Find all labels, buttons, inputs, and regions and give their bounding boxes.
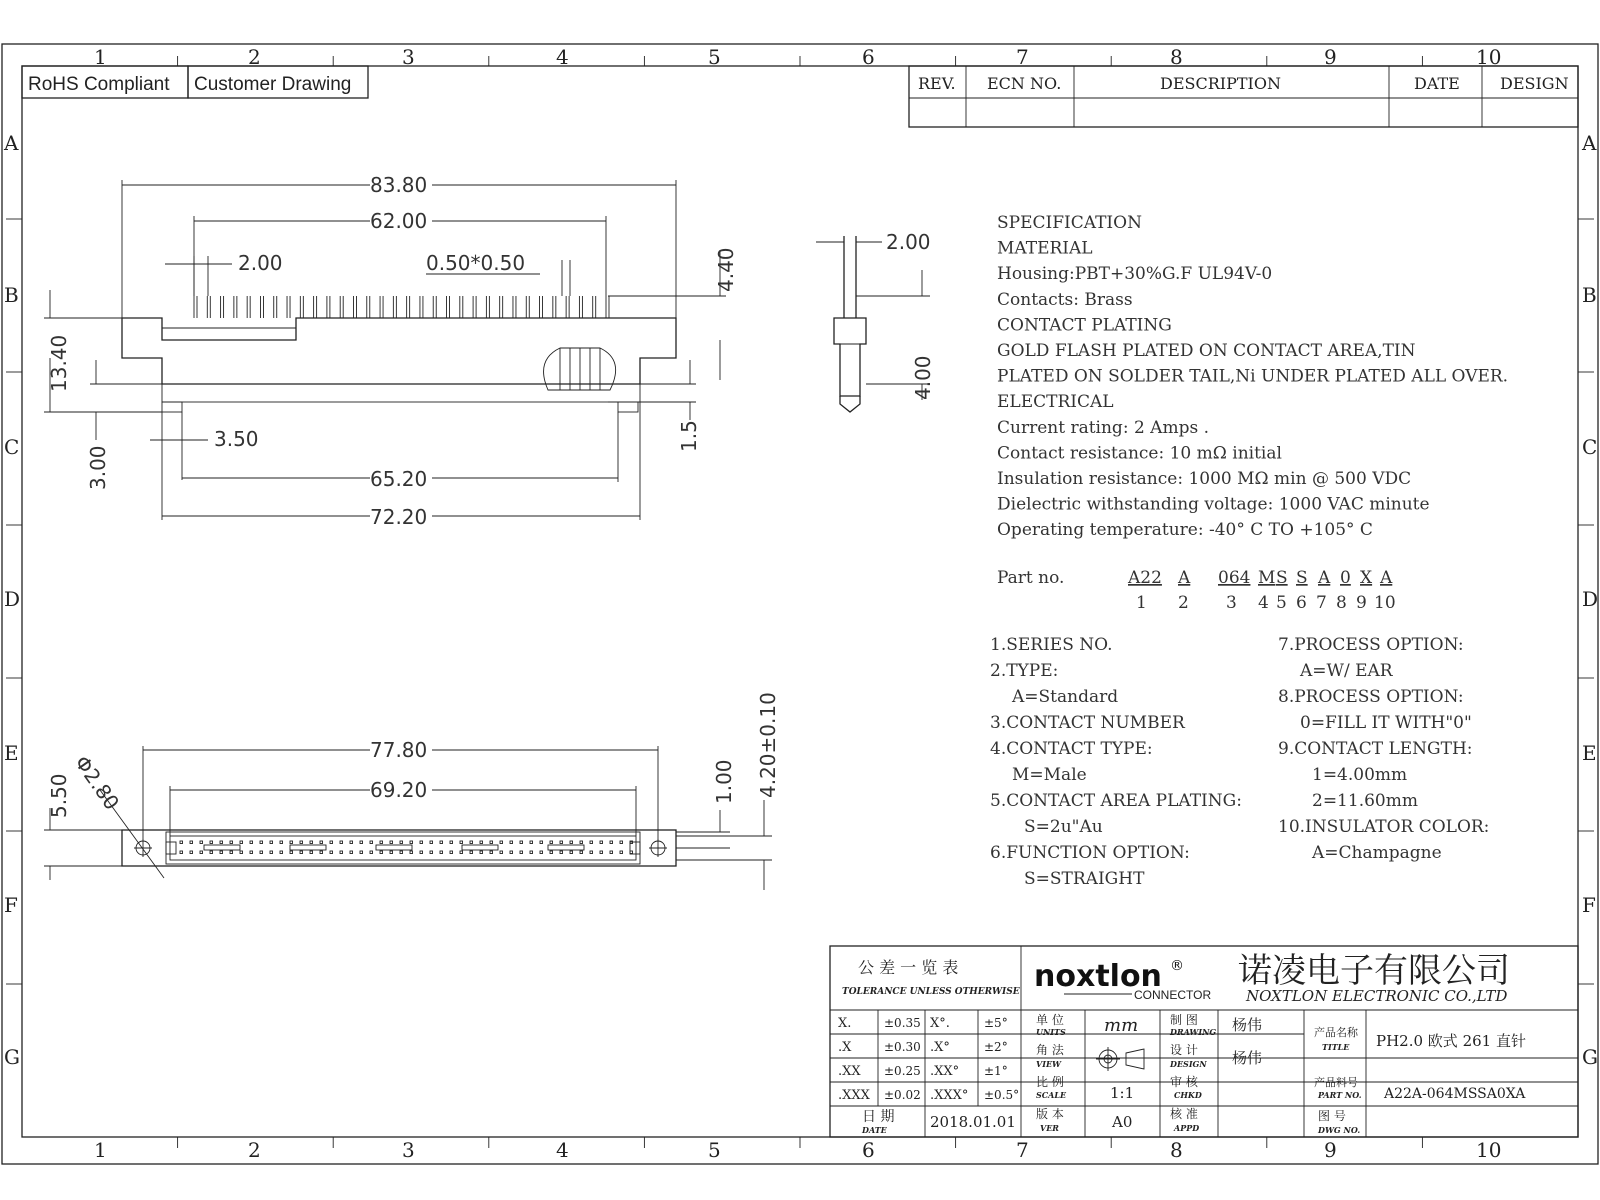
- part-segment: A: [1318, 568, 1331, 588]
- units-value: mm: [1104, 1015, 1139, 1036]
- option-line: 1=4.00mm: [1312, 765, 1408, 785]
- pin-dot: [400, 841, 403, 844]
- pin-dot: [370, 851, 373, 854]
- pin-dot: [430, 851, 433, 854]
- spec-line: Contact resistance: 10 mΩ initial: [997, 443, 1282, 464]
- pin-dot: [200, 841, 203, 844]
- pin-dot: [230, 851, 233, 854]
- pin-dot: [460, 851, 463, 854]
- pin-dot: [570, 841, 573, 844]
- pin-dot: [390, 841, 393, 844]
- design-value: 杨伟: [1232, 1049, 1263, 1067]
- pin-dot: [260, 841, 263, 844]
- part-segment-index: 6: [1296, 593, 1307, 613]
- part-segment-index: 5: [1276, 593, 1287, 613]
- pin-dot: [580, 841, 583, 844]
- pin-dot: [580, 851, 583, 854]
- appd-label-en: APPD: [1174, 1123, 1200, 1133]
- chkd-label-en: CHKD: [1174, 1090, 1202, 1100]
- view-label-en: VIEW: [1036, 1059, 1062, 1069]
- pin-dot: [190, 841, 193, 844]
- option-line: 10.INSULATOR COLOR:: [1278, 817, 1490, 837]
- part-segment-index: 8: [1336, 593, 1347, 613]
- dwgno-label-en: DWG NO.: [1318, 1125, 1361, 1135]
- pin-dot: [360, 851, 363, 854]
- pin-dot: [380, 851, 383, 854]
- dim-pin-size: 0.50*0.50: [426, 251, 526, 275]
- dim-1-00: 1.00: [712, 759, 736, 804]
- grid-rows-left: [3, 131, 22, 1069]
- part-segment-index: 4: [1258, 593, 1269, 613]
- grid-column-label: 10: [1476, 45, 1502, 69]
- pin-dot: [560, 841, 563, 844]
- grid-column-label: 4: [556, 1138, 569, 1162]
- part-segment-index: 2: [1178, 593, 1189, 613]
- grid-row-label: B: [1582, 283, 1597, 307]
- grid-row-label: E: [4, 741, 19, 765]
- grid-row-label: F: [1582, 893, 1596, 917]
- tolerance-cell: .XX°: [930, 1064, 960, 1079]
- pin-dot: [360, 841, 363, 844]
- slot-marker: [290, 845, 326, 850]
- pin-dot: [460, 841, 463, 844]
- pin-dot: [180, 841, 183, 844]
- pin-dot: [190, 851, 193, 854]
- ver-value: A0: [1112, 1113, 1133, 1131]
- pin-dot: [180, 851, 183, 854]
- connector-top-view: [122, 296, 676, 412]
- dim-69-20: 69.20: [370, 778, 428, 802]
- options-right: [1278, 635, 1489, 863]
- grid-column-label: 8: [1170, 1138, 1183, 1162]
- pin-dot: [530, 841, 533, 844]
- pin-dot: [210, 841, 213, 844]
- pin-dot: [300, 841, 303, 844]
- part-segment-index: 10: [1374, 593, 1396, 613]
- pin-dot: [280, 851, 283, 854]
- pin-dot: [560, 851, 563, 854]
- option-line: A=Standard: [1012, 687, 1119, 707]
- pin-dot: [280, 841, 283, 844]
- tolerance-cell: ±5°: [984, 1016, 1008, 1030]
- pin-dot: [240, 851, 243, 854]
- pin-dot: [400, 851, 403, 854]
- rev-header: REV.: [918, 74, 956, 93]
- ecn-header: ECN NO.: [987, 74, 1062, 93]
- pin-dot: [490, 851, 493, 854]
- tolerance-table: [838, 1016, 1019, 1103]
- part-segment: A: [1178, 568, 1191, 588]
- drawing-value: 杨伟: [1232, 1016, 1263, 1034]
- grid-column-label: 9: [1324, 45, 1337, 69]
- pin-dot: [440, 841, 443, 844]
- title-block: [830, 946, 1578, 1137]
- pin-dot: [530, 851, 533, 854]
- dwgno-label-cn: 图 号: [1318, 1109, 1346, 1123]
- grid-column-label: 1: [94, 1138, 107, 1162]
- option-line: 0=FILL IT WITH"0": [1300, 713, 1472, 733]
- partno-label-en: PART NO.: [1318, 1090, 1362, 1100]
- pin-dot: [260, 851, 263, 854]
- pin-dot: [610, 841, 613, 844]
- pin-dot: [290, 841, 293, 844]
- pin-dot: [600, 841, 603, 844]
- description-header: DESCRIPTION: [1160, 74, 1281, 93]
- ver-label-en: VER: [1040, 1123, 1059, 1133]
- company-name-en: NOXTLON ELECTRONIC CO.,LTD: [1246, 987, 1508, 1005]
- option-line: M=Male: [1012, 765, 1087, 785]
- spec-line: MATERIAL: [997, 238, 1093, 259]
- spec-line: Insulation resistance: 1000 MΩ min @ 500 VDC: [997, 469, 1412, 489]
- pin-dot: [430, 841, 433, 844]
- option-line: 7.PROCESS OPTION:: [1278, 635, 1464, 655]
- part-segment: X: [1360, 568, 1373, 588]
- pin-dot: [620, 841, 623, 844]
- tolerance-cell: ±0.25: [884, 1064, 921, 1078]
- dim-62-00: 62.00: [370, 209, 428, 233]
- tolerance-cell: .XXX: [838, 1088, 870, 1103]
- pin-dot: [540, 841, 543, 844]
- option-line: 6.FUNCTION OPTION:: [990, 843, 1190, 863]
- scale-value: 1:1: [1110, 1084, 1135, 1102]
- logo-registered: ®: [1170, 958, 1184, 974]
- pin-dot: [510, 851, 513, 854]
- pin-dot: [330, 841, 333, 844]
- pin-dot: [490, 841, 493, 844]
- grid-column-label: 6: [862, 45, 875, 69]
- pin-dot: [520, 841, 523, 844]
- part-segment: 0: [1340, 568, 1351, 588]
- dim-4-40: 4.40: [714, 247, 738, 292]
- option-line: 9.CONTACT LENGTH:: [1278, 739, 1473, 759]
- pin-dot: [220, 851, 223, 854]
- part-segment-index: 1: [1136, 593, 1147, 613]
- grid-column-label: 5: [708, 1138, 721, 1162]
- units-label-cn: 单 位: [1036, 1013, 1064, 1027]
- pin-dot: [250, 841, 253, 844]
- ver-label-cn: 版 本: [1036, 1107, 1064, 1121]
- pin-dot: [390, 851, 393, 854]
- pin-dot: [350, 841, 353, 844]
- date-header: DATE: [1414, 74, 1460, 93]
- top-view-dimensions: [44, 173, 738, 529]
- slot-marker: [548, 845, 584, 850]
- grid-row-label: F: [4, 893, 18, 917]
- dim-side-2-00: 2.00: [886, 230, 931, 254]
- date-label-en: DATE: [862, 1125, 887, 1135]
- dim-5-50: 5.50: [47, 773, 71, 818]
- grid-rows-right: [1578, 131, 1598, 1069]
- part-number-breakdown: [997, 568, 1396, 613]
- noxtlon-logo: noxtlon: [1034, 959, 1162, 994]
- part-segment: A22: [1128, 568, 1162, 588]
- grid-row-label: D: [1582, 587, 1599, 611]
- pin-dot: [320, 841, 323, 844]
- grid-row-label: G: [1582, 1045, 1598, 1069]
- option-line: A=W/ EAR: [1300, 661, 1393, 681]
- pin-dot: [550, 841, 553, 844]
- part-no-label: Part no.: [997, 568, 1065, 588]
- design-header: DESIGN: [1500, 74, 1569, 93]
- scale-label-cn: 比 例: [1036, 1075, 1064, 1089]
- part-segment: 064: [1218, 568, 1251, 588]
- grid-column-label: 3: [402, 1138, 415, 1162]
- customer-drawing-label: Customer Drawing: [194, 74, 352, 95]
- spec-line: Contacts: Brass: [997, 289, 1133, 310]
- tolerance-cell: ±0.02: [884, 1088, 921, 1102]
- tolerance-title-en: TOLERANCE UNLESS OTHERWISE: [842, 987, 1020, 997]
- view-label-cn: 角 法: [1036, 1043, 1064, 1057]
- pin-dot: [420, 851, 423, 854]
- partno-value: A22A-064MSSA0XA: [1384, 1086, 1526, 1102]
- dim-3-00: 3.00: [86, 445, 110, 490]
- part-segment: S: [1276, 568, 1288, 588]
- spec-line: CONTACT PLATING: [997, 315, 1172, 336]
- pin-dot: [420, 841, 423, 844]
- options-left: [990, 635, 1242, 889]
- pin-dot: [270, 851, 273, 854]
- pin-dot: [350, 851, 353, 854]
- pin-dot: [500, 851, 503, 854]
- grid-column-label: 4: [556, 45, 569, 69]
- pin-grid: [180, 841, 633, 854]
- grid-row-label: G: [4, 1045, 20, 1069]
- option-line: S=STRAIGHT: [1024, 869, 1145, 889]
- tolerance-cell: .X: [838, 1040, 852, 1055]
- tolerance-cell: ±0.35: [884, 1016, 921, 1030]
- grid-column-label: 3: [402, 45, 415, 69]
- option-line: 2=11.60mm: [1312, 791, 1418, 811]
- units-label-en: UNITS: [1036, 1027, 1066, 1037]
- pin-dot: [480, 841, 483, 844]
- grid-column-label: 9: [1324, 1138, 1337, 1162]
- partno-label-cn: 产品料号: [1314, 1076, 1358, 1089]
- grid-column-label: 2: [248, 1138, 261, 1162]
- spec-line: Current rating: 2 Amps .: [997, 417, 1209, 438]
- grid-row-label: E: [1582, 741, 1597, 765]
- option-line: 8.PROCESS OPTION:: [1278, 687, 1464, 707]
- pin-dot: [220, 841, 223, 844]
- grid-row-label: D: [4, 587, 21, 611]
- pin-dot: [410, 841, 413, 844]
- drawing-label-en: DRAWING: [1170, 1027, 1217, 1037]
- pin-dot: [620, 851, 623, 854]
- grid-column-label: 10: [1476, 1138, 1502, 1162]
- part-segment: S: [1296, 568, 1308, 588]
- pin-dot: [470, 841, 473, 844]
- title-label-cn: 产品名称: [1314, 1026, 1358, 1039]
- pin-dot: [370, 841, 373, 844]
- pin-dot: [340, 841, 343, 844]
- pin-dot: [510, 841, 513, 844]
- grid-row-label: B: [4, 283, 19, 307]
- design-label-cn: 设 计: [1170, 1043, 1198, 1057]
- pin-dot: [590, 851, 593, 854]
- header-boxes: [22, 66, 368, 98]
- spec-line: Operating temperature: -40° C TO +105° C: [997, 520, 1373, 541]
- grid-column-label: 7: [1016, 1138, 1029, 1162]
- grid-column-label: 1: [94, 45, 107, 69]
- grid-row-label: A: [4, 131, 19, 155]
- pin-dot: [330, 851, 333, 854]
- connector-side-view: [816, 230, 935, 412]
- tolerance-cell: ±1°: [984, 1064, 1008, 1078]
- pin-dot: [500, 841, 503, 844]
- slot-marker: [376, 845, 412, 850]
- tolerance-cell: .XX: [838, 1064, 861, 1079]
- pin-dot: [610, 851, 613, 854]
- part-segment: A: [1380, 568, 1393, 588]
- tolerance-cell: ±0.30: [884, 1040, 921, 1054]
- title-value: PH2.0 欧式 261 直针: [1376, 1032, 1526, 1050]
- spec-line: Housing:PBT+30%G.F UL94V-0: [997, 264, 1273, 285]
- grid-column-label: 2: [248, 45, 261, 69]
- title-label-en: TITLE: [1322, 1042, 1350, 1052]
- pin-dot: [290, 851, 293, 854]
- pin-dot: [450, 841, 453, 844]
- pin-dot: [250, 851, 253, 854]
- pin-dot: [600, 851, 603, 854]
- pin-dot: [240, 841, 243, 844]
- rohs-label: RoHS Compliant: [28, 74, 170, 95]
- slot-marker: [204, 845, 240, 850]
- grid-column-label: 8: [1170, 45, 1183, 69]
- spec-line: SPECIFICATION: [997, 213, 1142, 233]
- spec-line: ELECTRICAL: [997, 392, 1114, 413]
- company-name-cn: 诺凌电子有限公司: [1238, 951, 1510, 991]
- tolerance-title-cn: 公 差 一 览 表: [858, 958, 959, 977]
- grid-column-label: 6: [862, 1138, 875, 1162]
- pin-dot: [210, 851, 213, 854]
- dim-side-4-00: 4.00: [911, 355, 935, 400]
- option-line: 5.CONTACT AREA PLATING:: [990, 791, 1242, 811]
- tolerance-cell: ±2°: [984, 1040, 1008, 1054]
- pin-dot: [520, 851, 523, 854]
- grid-row-label: C: [4, 435, 20, 459]
- tolerance-cell: .XXX°: [930, 1088, 969, 1103]
- pin-dot: [380, 841, 383, 844]
- pin-dot: [300, 851, 303, 854]
- grid-row-label: C: [1582, 435, 1598, 459]
- pin-dot: [310, 851, 313, 854]
- spec-line: PLATED ON SOLDER TAIL,Ni UNDER PLATED ALL OVER.: [997, 366, 1509, 387]
- option-line: 3.CONTACT NUMBER: [990, 713, 1185, 733]
- spec-line: GOLD FLASH PLATED ON CONTACT AREA,TIN: [997, 341, 1416, 361]
- option-line: S=2u"Au: [1024, 817, 1103, 837]
- pin-dot: [230, 841, 233, 844]
- pin-dot: [320, 851, 323, 854]
- pin-dot: [410, 851, 413, 854]
- dim-4-20: 4.20±0.10: [756, 692, 780, 798]
- pin-row: [194, 296, 609, 318]
- dim-3-50: 3.50: [214, 427, 259, 451]
- option-line: 4.CONTACT TYPE:: [990, 739, 1153, 759]
- date-value: 2018.01.01: [930, 1113, 1016, 1131]
- connector-bottom-view: [122, 830, 676, 866]
- part-segment-index: 9: [1356, 593, 1367, 613]
- tolerance-cell: ±0.5°: [984, 1088, 1020, 1102]
- date-label-cn: 日 期: [862, 1109, 895, 1125]
- pin-dot: [340, 851, 343, 854]
- spec-line: Dielectric withstanding voltage: 1000 VAC minute: [997, 494, 1430, 515]
- dim-72-20: 72.20: [370, 505, 428, 529]
- part-segment-index: 7: [1316, 593, 1327, 613]
- pin-dot: [440, 851, 443, 854]
- pin-dot: [550, 851, 553, 854]
- specification-block: [997, 213, 1508, 540]
- tolerance-cell: X.: [838, 1016, 852, 1031]
- dim-77-80: 77.80: [370, 738, 428, 762]
- tolerance-cell: X°.: [930, 1016, 950, 1031]
- dim-1-5: 1.5: [677, 420, 701, 452]
- logo-connector: CONNECTOR: [1134, 988, 1212, 1002]
- tolerance-cell: .X°: [930, 1040, 950, 1055]
- grid-columns-bottom: [94, 1137, 1501, 1162]
- slot-marker: [462, 845, 498, 850]
- dim-83-80: 83.80: [370, 173, 428, 197]
- pin-dot: [570, 851, 573, 854]
- dim-65-20: 65.20: [370, 467, 428, 491]
- pin-dot: [450, 851, 453, 854]
- pin-dot: [470, 851, 473, 854]
- revision-table: [909, 66, 1578, 127]
- pin-dot: [270, 841, 273, 844]
- design-label-en: DESIGN: [1170, 1059, 1207, 1069]
- scale-label-en: SCALE: [1036, 1090, 1067, 1100]
- pin-dot: [480, 851, 483, 854]
- grid-column-label: 5: [708, 45, 721, 69]
- pin-dot: [310, 841, 313, 844]
- part-segment: M: [1258, 568, 1276, 588]
- chkd-label-cn: 审 核: [1170, 1075, 1198, 1089]
- pin-dot: [200, 851, 203, 854]
- pin-dot: [540, 851, 543, 854]
- part-segment-index: 3: [1226, 593, 1237, 613]
- grid-column-label: 7: [1016, 45, 1029, 69]
- option-line: A=Champagne: [1312, 843, 1442, 863]
- option-line: 1.SERIES NO.: [990, 635, 1113, 655]
- dim-13-40: 13.40: [47, 334, 71, 392]
- projection-symbol-icon: [1096, 1047, 1144, 1071]
- appd-label-cn: 核 准: [1170, 1107, 1198, 1121]
- drawing-label-cn: 制 图: [1170, 1013, 1198, 1027]
- dim-hole: Φ2.80: [69, 751, 125, 815]
- pin-dot: [590, 841, 593, 844]
- dim-2-00-pitch: 2.00: [238, 251, 283, 275]
- grid-row-label: A: [1582, 131, 1597, 155]
- option-line: 2.TYPE:: [990, 661, 1059, 681]
